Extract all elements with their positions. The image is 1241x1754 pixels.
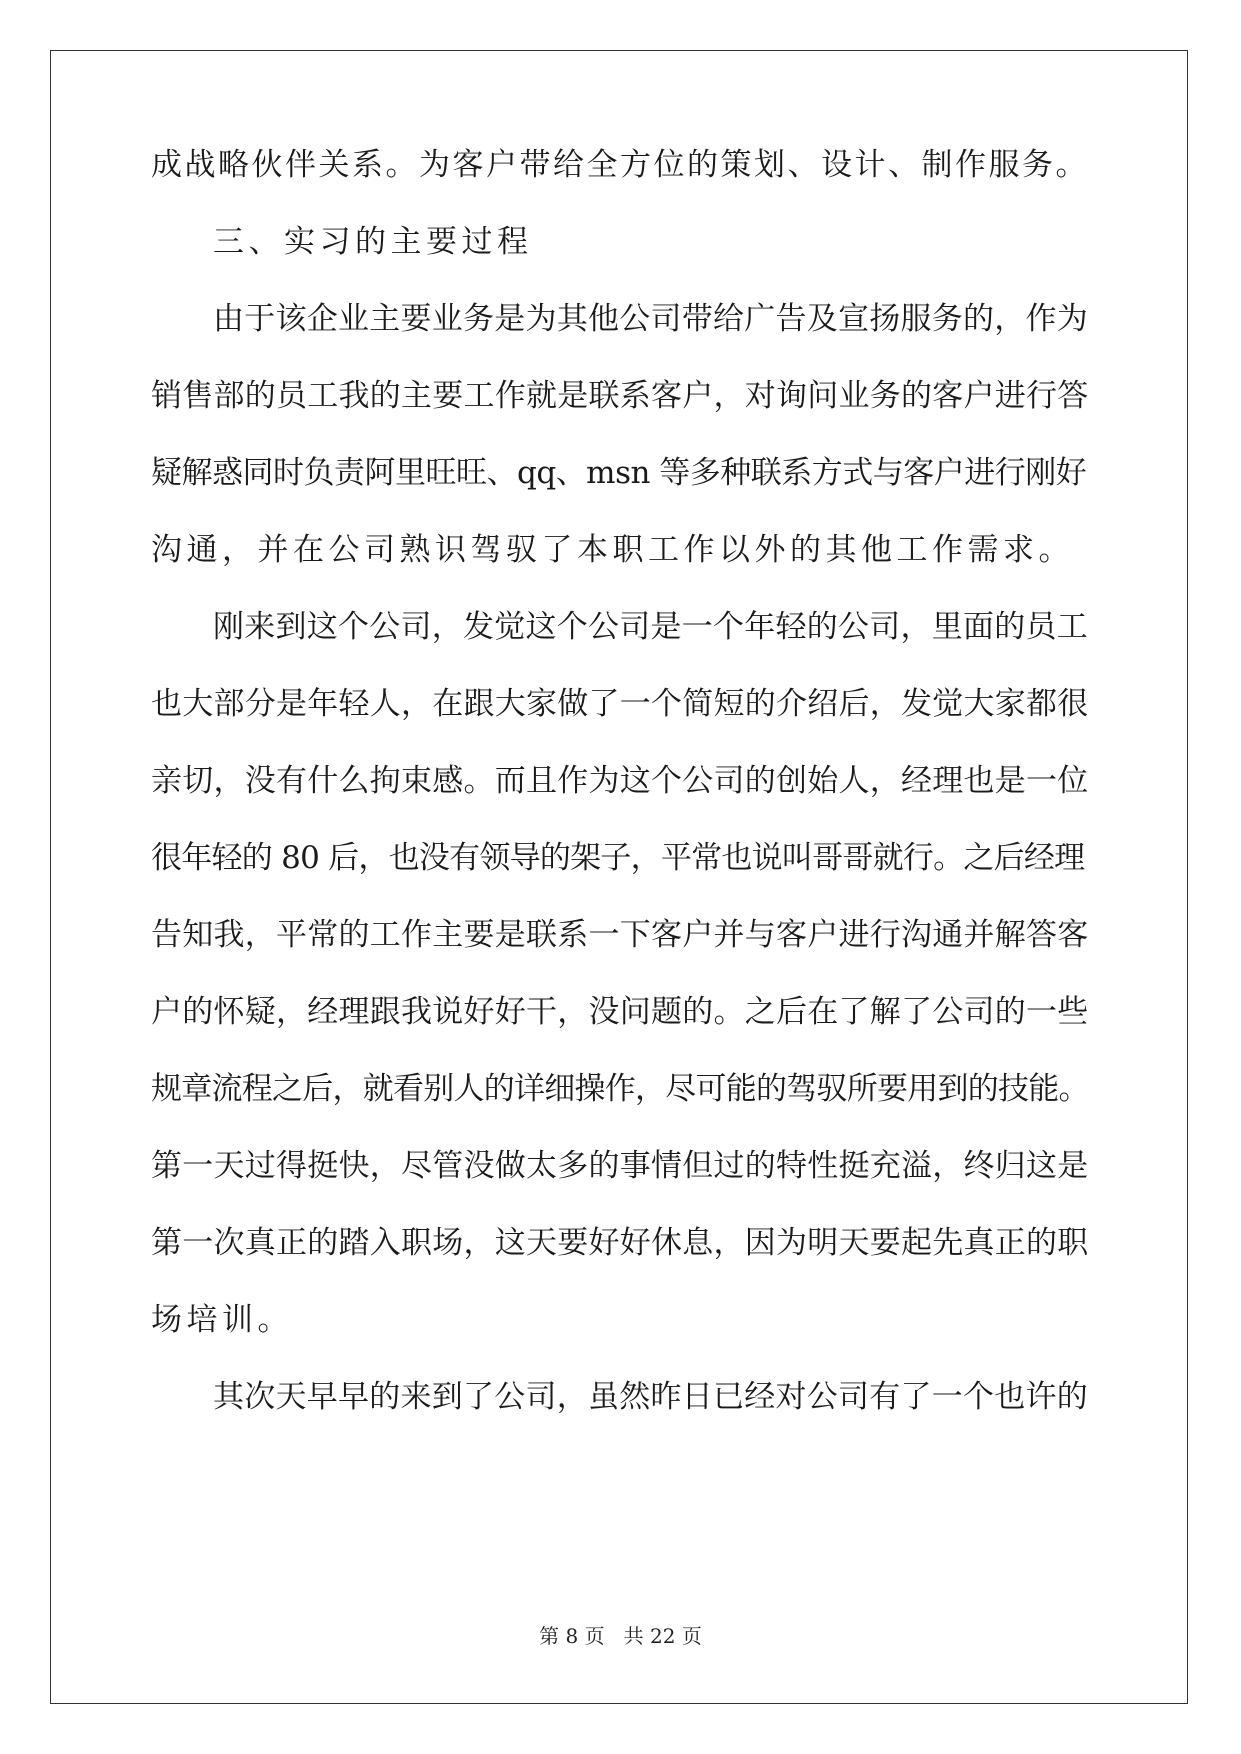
text-line-17: 其次天早早的来到了公司，虽然昨日已经对公司有了一个也许的: [213, 1379, 1088, 1415]
page-total: 共 22 页: [623, 1624, 702, 1648]
text-line-8: 也大部分是年轻人，在跟大家做了一个简短的介绍后，发觉大家都很: [151, 686, 1089, 722]
text-line-15: 第一次真正的踏入职场，这天要好好休息，因为明天要起先真正的职: [151, 1225, 1089, 1261]
text-line-11: 告知我，平常的工作主要是联系一下客户并与客户进行沟通并解答客: [151, 917, 1089, 953]
footer-spacer: [605, 1624, 624, 1648]
text-line-7: 刚来到这个公司，发觉这个公司是一个年轻的公司，里面的员工: [213, 609, 1088, 645]
page-footer: [0, 1620, 1241, 1649]
text-line-4: 销售部的员工我的主要工作就是联系客户，对询问业务的客户进行答: [151, 378, 1089, 414]
text-line-10: 很年轻的 80 后，也没有领导的架子，平常也说叫哥哥就行。之后经理: [151, 840, 1085, 876]
document-body: [151, 147, 1091, 1436]
text-line-5: 疑解惑同时负责阿里旺旺、qq、msn 等多种联系方式与客户进行刚好: [151, 455, 1087, 491]
text-line-14: 第一天过得挺快，尽管没做太多的事情但过的特性挺充溢，终归这是: [151, 1148, 1089, 1184]
text-line-16: 场培训。: [151, 1302, 293, 1338]
section-heading: 三、实习的主要过程: [213, 224, 533, 260]
page-number: 第 8 页: [539, 1624, 605, 1648]
text-line-1: 成战略伙伴关系。为客户带给全方位的策划、设计、制作服务。: [151, 147, 1089, 183]
text-line-13: 规章流程之后，就看别人的详细操作，尽可能的驾驭所要用到的技能。: [151, 1071, 1089, 1107]
text-line-12: 户的怀疑，经理跟我说好好干，没问题的。之后在了解了公司的一些: [151, 994, 1089, 1030]
text-line-3: 由于该企业主要业务是为其他公司带给广告及宣扬服务的，作为: [213, 301, 1088, 337]
text-line-6: 沟通，并在公司熟识驾驭了本职工作以外的其他工作需求。: [151, 532, 1074, 568]
text-line-9: 亲切，没有什么拘束感。而且作为这个公司的创始人，经理也是一位: [151, 763, 1089, 799]
